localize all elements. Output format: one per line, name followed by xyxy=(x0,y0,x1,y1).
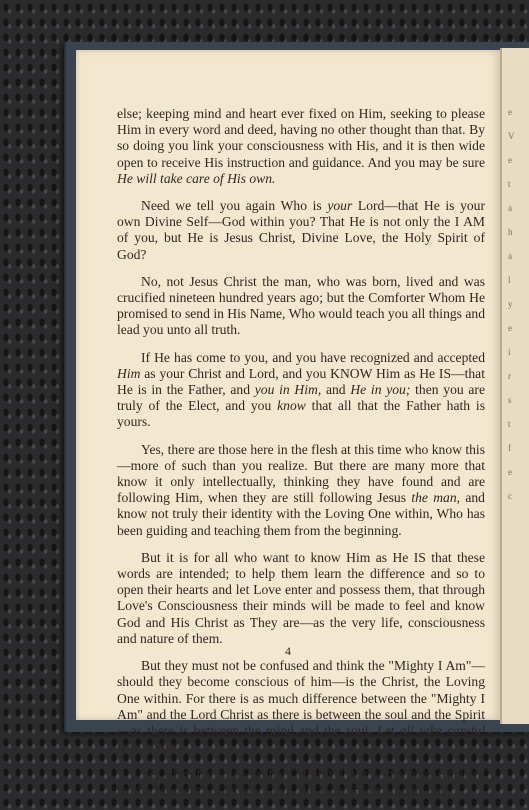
edge-letter: r xyxy=(508,371,511,381)
page-number: 4 xyxy=(285,644,291,658)
text-run: But they must not be confused and think the "Mighty I Am"—should they become conscious of him—is the Christ, the Loving One within. For there is as much difference between the "Mighty I Am" and the Lord Christ as there is between the soul and the Spirit—as there is between the mind and the soul. xyxy=(117,658,485,738)
page-body-text xyxy=(117,106,485,810)
edge-letter: V xyxy=(508,131,515,141)
edge-letter: i xyxy=(508,347,511,357)
adjacent-page-text-fragments xyxy=(508,100,515,508)
italic-text: know xyxy=(277,398,306,414)
text-run: and xyxy=(321,382,351,398)
italic-text: Christed xyxy=(438,766,485,782)
paragraph xyxy=(117,442,485,539)
italic-text: you in Him, xyxy=(254,382,322,398)
edge-letter: e xyxy=(508,323,512,333)
text-run: and know not truly their identity with the Loving One within, Who has been guiding and teaching them from the beginning. xyxy=(117,490,485,538)
text-run: If He has come to you, and you have recognized and accepted xyxy=(141,349,485,365)
text-run: Need we tell you again Who is xyxy=(141,198,328,214)
edge-letter: a xyxy=(508,203,512,213)
paragraph xyxy=(117,106,485,187)
text-run: No, not Jesus Christ the man, who was born, lived and was crucified nineteen hundred years ago; but the Comforter Whom He promised to send in His Name, Who would teach you all things and lead you unto all truth. xyxy=(117,273,485,338)
paragraph xyxy=(117,198,485,263)
text-run: else; keeping mind and heart ever fixed on Him, seeking to please Him in every word and deed, having no other thought than that. By so doing you link your consciousness with His, and it is then wide open to receive His instruction and guidance. And you may be sure xyxy=(117,106,485,170)
edge-letter: e xyxy=(508,107,512,117)
edge-letter: e xyxy=(508,155,512,165)
edge-letter: y xyxy=(508,299,513,309)
text-run: Lord—that He is your own Divine Self—God within you? That He is not only the I AM of you, but He is Jesus Christ, Divine Love, the Holy Spirit of God? xyxy=(117,198,485,262)
text-run: Yet when the xyxy=(141,766,218,782)
italic-text: your xyxy=(327,198,353,214)
adjacent-page-edge xyxy=(500,48,529,724)
edge-letter: e xyxy=(508,467,512,477)
edge-letter: a xyxy=(508,251,512,261)
edge-letter: h xyxy=(508,227,513,237)
edge-letter: c xyxy=(508,491,512,501)
edge-letter: f xyxy=(508,443,511,453)
edge-letter: s xyxy=(508,395,512,405)
paragraph xyxy=(117,274,485,339)
edge-letter: t xyxy=(508,179,511,189)
book-page xyxy=(76,50,500,798)
italic-text: He will take care of His own. xyxy=(117,170,276,186)
text-run: then you are truly of the Elect, and you xyxy=(117,382,485,414)
text-run: But it is for all who want to know Him as He IS that these words are intended; to help them learn the difference and so to open their hearts and let Love enter and possess them, that through Love's Consciousness their minds will be made to feel and know God and His Christ as They are—as the very life, consciousness and nature of them. xyxy=(117,549,485,646)
text-run: by the "descent" of Divine Love, the Holy Spirit, into its con- xyxy=(117,782,452,798)
text-run: that all that the Father hath is yours. xyxy=(117,398,485,430)
paragraph xyxy=(117,658,485,755)
paragraph xyxy=(117,550,485,647)
italic-text: He in you; xyxy=(350,382,411,398)
text-run: Yes, there are those here in the flesh at this time who know this—more of such than you realize. But there are many more that know it only intellectually, thinking they have found and are following Him, when they are still following Jesus xyxy=(117,441,485,506)
italic-text: Let all take careful note of this. xyxy=(117,722,485,755)
edge-letter: l xyxy=(508,275,511,285)
italic-text: soul xyxy=(217,766,240,782)
paragraph xyxy=(117,350,485,431)
paragraph xyxy=(117,766,485,798)
text-run: as your Christ and Lord, and you KNOW Him as He IS—that He is in the Father, and xyxy=(117,365,485,398)
italic-text: Him xyxy=(117,365,141,381)
edge-letter: t xyxy=(508,419,511,429)
italic-text: the man, xyxy=(411,490,461,506)
text-run: —as the "Mighty I Am"—has been xyxy=(239,766,439,782)
